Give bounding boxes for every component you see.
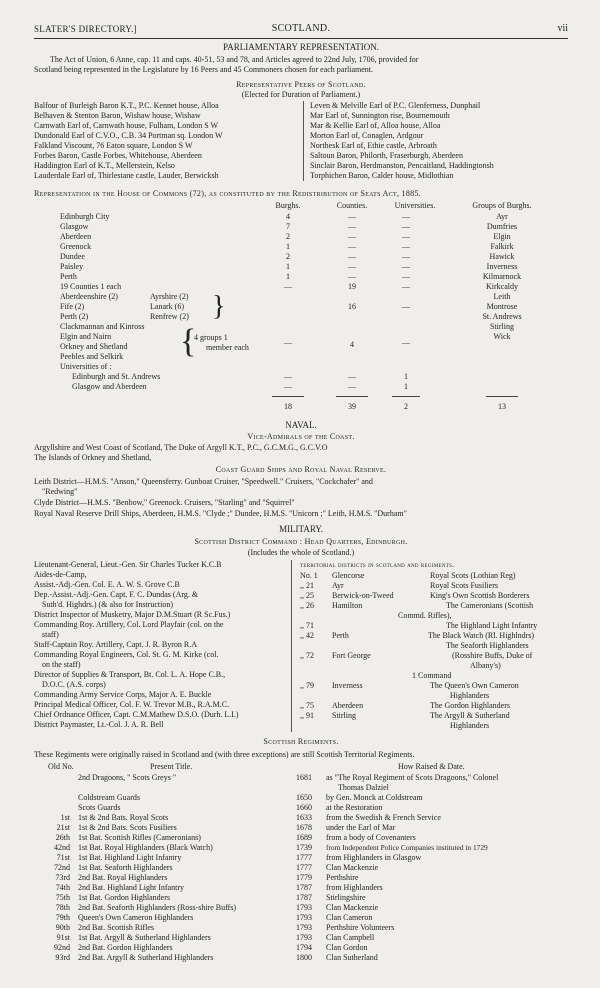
staff-entry: District Paymaster, Lt.-Col. J. A. R. Bell — [34, 720, 164, 729]
peer-entry: Carnwath Earl of, Carnwath house, Fulham, London S W — [34, 121, 219, 130]
universities-title: Universities of : — [60, 362, 112, 371]
regiment-row: 72nd 1st Bat. Seaforth Highlanders 1777 Clan Mackenzie — [54, 863, 379, 872]
burghs-value: 1 — [286, 242, 290, 251]
constituency: Dundee — [60, 252, 85, 261]
burgh-group: Hawick — [489, 252, 515, 261]
territorial-row: ,, 71 The Highland Light Infantry — [300, 621, 538, 630]
burghs-value: 1 — [286, 262, 290, 271]
regiment-row: Scots Guards 1660 at the Restoration — [78, 803, 383, 812]
territorial-row: Highlanders — [450, 691, 490, 700]
double-counties-count: 16 — [348, 302, 356, 311]
col-head-counties: Counties. — [336, 201, 368, 210]
double-left — [60, 292, 118, 322]
territorial-row: ,, 79 Inverness The Queen's Own Cameron — [300, 681, 519, 690]
regiment-row: 42nd 1st Bat. Royal Highlanders (Black Watch) 1739 from Independent Police Companies instituted in 1729 — [54, 843, 488, 852]
staff-entry: Commanding Army Service Corps, Major A. E. Buckle — [34, 690, 212, 699]
peer-entry: Torphichen Baron, Calder house, Midlothian — [310, 171, 454, 180]
regiment-row: 90th 2nd Bat. Scottish Rifles 1793 Perthshire Volunteers — [55, 923, 395, 932]
regiment-row: 71st 1st Bat. Highland Light Infantry 1777 from Highlanders in Glasgow — [56, 853, 422, 862]
peer-entry: Leven & Melville Earl of P.C. Glenferness, Dunphail — [310, 101, 481, 110]
regiment-row: 74th 2nd Bat. Highland Light Infantry 1787 from Highlanders — [55, 883, 383, 892]
university-row: Glasgow and Aberdeen — [72, 382, 147, 391]
peers-subtitle: (Elected for Duration of Parliament.) — [241, 90, 361, 99]
regiments-head-no: Old No. — [48, 762, 74, 771]
constituency: 19 Counties 1 each — [60, 282, 122, 291]
military-title: MILITARY. — [279, 524, 323, 534]
burghs-value: — — [284, 282, 292, 291]
burghs-value: 2 — [286, 252, 290, 261]
vice-admiral-2: The Islands of Orkney and Shetland, — [34, 453, 152, 462]
universities-value: — — [402, 222, 410, 231]
regiment-row: 26th 1st Bat. Scottish Rifles (Cameronians) 1689 from a body of Covenanters — [55, 833, 416, 842]
universities-value: — — [402, 262, 410, 271]
univ-univ: 1 — [404, 382, 408, 391]
peer-entry: Mar Earl of, Sunnington rise, Bournemouth — [310, 111, 450, 120]
peer-entry: Lauderdale Earl of, Thirlestane castle, Lauder, Berwicksh — [34, 171, 219, 180]
territorial-row: ,, 26 Hamilton The Cameronians (Scottish — [300, 601, 534, 610]
header-right: vii — [557, 23, 568, 34]
groups4-count: 4 — [350, 340, 354, 349]
peer-entry: Sinclair Baron, Herdmanston, Pencaitland, Haddingtonsh — [310, 161, 494, 170]
regiment-row: 75th 1st Bat. Gordon Highlanders 1787 Stirlingshire — [55, 893, 366, 902]
regiment-row: Coldstream Guards 1650 by Gen. Monck at Coldstream — [78, 793, 423, 802]
territorial-row: ,, 25 Berwick-on-Tweed King's Own Scottish Borderers — [300, 591, 530, 600]
military-divider — [291, 560, 292, 732]
peers-title: Representative Peers of Scotland. — [236, 80, 366, 89]
commons-counties-col — [326, 212, 378, 292]
regiments-head-title: Present Title. — [150, 762, 193, 771]
universities-value: — — [402, 242, 410, 251]
counties-value: — — [348, 242, 356, 251]
burghs-value: 1 — [286, 272, 290, 281]
constituency: Greenock — [60, 242, 92, 251]
univ-burghs: — — [284, 372, 292, 381]
header-rule — [34, 38, 568, 39]
staff-entry: Director of Supplies & Transport, Bt. Col. L. A. Hope C.B., — [34, 670, 226, 679]
peers-left-list — [34, 101, 306, 181]
counties-value: — — [348, 222, 356, 231]
staff-entry: on the staff) — [42, 660, 81, 669]
county-group: Elgin and Nairn — [60, 332, 112, 341]
regiment-row: 78th 2nd Bat. Seaforth Highlanders (Ross-shire Buffs) 1793 Clan Mackenzie — [55, 903, 379, 912]
total-rule — [336, 396, 368, 397]
peer-entry: Falkland Viscount, 76 Eaton square, London S W — [34, 141, 193, 150]
counties-value: 19 — [348, 282, 356, 291]
leith-district-cont: "Redwing" — [42, 487, 78, 496]
territorial-row: The Seaforth Highlanders — [446, 641, 529, 650]
col-head-groups: Groups of Burghs. — [472, 201, 532, 210]
total-rule — [486, 396, 518, 397]
counties-value: — — [348, 262, 356, 271]
staff-entry: Dep.-Assist.-Adj.-Gen. Capt. F. C. Dundas (Arg. & — [34, 590, 199, 599]
header-center: SCOTLAND. — [271, 23, 331, 34]
naval-title: NAVAL. — [285, 420, 317, 430]
regiment-row: 93rd 2nd Bat. Argyll & Sutherland Highlanders 1800 Clan Sutherland — [55, 953, 378, 962]
regiments-title: Scottish Regiments. — [263, 737, 339, 746]
regiment-row: 21st 1st & 2nd Bats. Scots Fusiliers 1678 under the Earl of Mar — [56, 823, 396, 832]
univ-counties: — — [348, 382, 356, 391]
parliamentary-intro-1: The Act of Union, 6 Anne, cap. 11 and caps. 40-51, 53 and 78, and Articles agreed to 22nd July, 1706, provided for — [50, 55, 419, 64]
left-brace-icon: { — [180, 323, 197, 360]
peer-entry: Haddington Earl of K.T., Mellerstein, Kelso — [34, 161, 175, 170]
peer-entry: Northesk Earl of, Ethie castle, Arbroath — [310, 141, 437, 150]
burgh-group: Dumfries — [486, 222, 518, 231]
regiment-row: 73rd 2nd Bat. Royal Highlanders 1779 Perthshire — [55, 873, 359, 882]
county: Fife (2) — [60, 302, 85, 311]
univ-univ: 1 — [404, 372, 408, 381]
territorial-row: ,, 72 Fort George (Rosshire Buffs, Duke of — [300, 651, 533, 660]
burghs-value: 2 — [286, 232, 290, 241]
regiments-intro: These Regiments were originally raised in Scotland and (with three exceptions) are still Scottish Territorial Regiments. — [34, 750, 415, 759]
groups4-left — [60, 322, 144, 362]
univ-counties: — — [348, 372, 356, 381]
staff-entry: Chief Ordnance Officer, Capt. C.M.Mathew D.S.O. (Durh. L.I.) — [34, 710, 239, 719]
groups-of-burghs-col — [456, 212, 548, 342]
commons-universities-col — [384, 212, 428, 292]
commons-burghs-col — [266, 212, 310, 292]
header-left: SLATER'S DIRECTORY.] — [34, 24, 137, 34]
burgh-group: Kirkcaldy — [486, 282, 518, 291]
burgh-group: Kilmarnock — [482, 272, 522, 281]
county: Ayrshire (2) — [150, 292, 189, 301]
regiments-table — [34, 773, 568, 963]
parliamentary-intro-2: Scotland being represented in the Legislature by 16 Peers and 45 Commoners chosen for each parliament. — [34, 65, 374, 74]
territorial-row: ,, 91 Stirling The Argyll & Sutherland — [300, 711, 510, 720]
double-univ-dash: — — [402, 302, 410, 311]
constituency: Edinburgh City — [60, 212, 110, 221]
vice-admiral-1: Argyllshire and West Coast of Scotland, The Duke of Argyll K.T., P.C., G.C.M.G., G.C.V.O — [34, 443, 328, 452]
groups4-note-2: member each — [206, 343, 249, 352]
burghs-value: 7 — [286, 222, 290, 231]
county-group: Orkney and Shetland — [60, 342, 128, 351]
staff-entry: staff) — [42, 630, 59, 639]
county-group: Clackmannan and Kinross — [60, 322, 145, 331]
total-rule — [272, 396, 304, 397]
total-burghs: 18 — [284, 402, 292, 411]
peer-entry: Mar & Kellie Earl of, Alloa house, Alloa — [310, 121, 441, 130]
total-counties: 39 — [348, 402, 356, 411]
burgh-group: Stirling — [489, 322, 514, 331]
clyde-district: Clyde District—H.M.S. "Benbow," Greenock. Cruisers, "Starling" and "Squirrel" — [34, 498, 295, 507]
burgh-group: Leith — [493, 292, 511, 301]
universities-value: — — [402, 282, 410, 291]
constituency: Perth — [60, 272, 77, 281]
right-brace-icon: } — [212, 291, 226, 322]
peer-entry: Belhaven & Stenton Baron, Wishaw house, Wishaw — [34, 111, 201, 120]
territorial-title: territorial districts in scotland and regiments. — [300, 561, 455, 569]
staff-entry: Commanding Roy. Artillery, Col. Lord Playfair (col. on the — [34, 620, 224, 629]
groups4-univ-dash: — — [402, 338, 410, 347]
parliamentary-title: PARLIAMENTARY REPRESENTATION. — [223, 42, 379, 52]
regiment-row: 1st 1st & 2nd Bats. Royal Scots 1633 from the Swedish & French Service — [60, 813, 441, 822]
page-header — [34, 22, 568, 38]
coast-guard-title: Coast Guard Ships and Royal Naval Reserve. — [215, 465, 387, 474]
constituency: Glasgow — [60, 222, 89, 231]
burghs-value: 4 — [286, 212, 290, 221]
counties-value: — — [348, 212, 356, 221]
burgh-group: Elgin — [493, 232, 511, 241]
peer-entry: Morton Earl of, Conaglen, Ardgour — [310, 131, 424, 140]
staff-entry: District Inspector of Musketry, Major D.M.Stuart (R Sc.Fus.) — [34, 610, 231, 619]
territorial-row: ,, 21 Ayr Royal Scots Fusiliers — [300, 581, 499, 590]
peer-entry: Forbes Baron, Castle Forbes, Whitehouse, Aberdeen — [34, 151, 202, 160]
staff-entry: Staff-Captain Roy. Artillery, Capt. J. R. Byron R.A — [34, 640, 198, 649]
leith-district: Leith District—H.M.S. "Anson," Queensferry. Gunboat Cruiser, "Speedwell." Cruisers, "Cockchafer" and — [34, 477, 373, 486]
staff-entry: Commanding Royal Engineers, Col. St. G. M. Kirke (col. — [34, 650, 219, 659]
counties-value: — — [348, 272, 356, 281]
county: Aberdeenshire (2) — [60, 292, 118, 301]
burgh-group: St. Andrews — [482, 312, 522, 321]
regiment-row: 91st 1st Bat. Argyll & Sutherland Highlanders 1793 Clan Campbell — [56, 933, 375, 942]
regiment-row: Thomas Dalziel — [338, 783, 389, 792]
burgh-group: Wick — [493, 332, 511, 341]
total-universities: 2 — [404, 402, 408, 411]
total-groups: 13 — [498, 402, 506, 411]
groups4-burghs-dash: — — [284, 338, 292, 347]
territorial-table — [300, 571, 568, 731]
territorial-row: ,, 42 Perth The Black Watch (Rl. Highlndrs) — [300, 631, 535, 640]
peer-entry: Saltoun Baron, Philorth, Fraserburgh, Aberdeen — [310, 151, 463, 160]
peer-entry: Balfour of Burleigh Baron K.T., P.C. Kennet house, Alloa — [34, 101, 219, 110]
staff-entry: Lieutenant-General, Lieut.-Gen. Sir Charles Tucker K.C.B — [34, 560, 222, 569]
command-subtitle: (Includes the whole of Scotland.) — [247, 548, 355, 557]
staff-entry: Suth'd. Highdrs.) (& also for Instruction) — [42, 600, 173, 609]
burgh-group: Inverness — [486, 262, 518, 271]
universities-value: — — [402, 272, 410, 281]
staff-entry: Aides-de-Camp, — [34, 570, 87, 579]
regiment-row: 92nd 2nd Bat. Gordon Highlanders 1794 Clan Gordon — [54, 943, 368, 952]
county: Renfrew (2) — [150, 312, 189, 321]
county: Perth (2) — [60, 312, 89, 321]
universities-value: — — [402, 212, 410, 221]
universities-value: — — [402, 252, 410, 261]
constituency: Paisley — [60, 262, 84, 271]
regiment-row: 79th Queen's Own Cameron Highlanders 1793 Clan Cameron — [55, 913, 373, 922]
peers-right-list — [310, 101, 568, 181]
col-head-universities: Universities. — [394, 201, 436, 210]
burgh-group: Falkirk — [490, 242, 514, 251]
territorial-row: Highlanders — [450, 721, 490, 730]
universities-value: — — [402, 232, 410, 241]
peers-divider — [303, 101, 304, 181]
univ-burghs: — — [284, 382, 292, 391]
burgh-group: Ayr — [496, 212, 508, 221]
peer-entry: Dundonald Earl of C.V.O., C.B. 34 Portman sq. London W — [34, 131, 223, 140]
regiments-head-how: How Raised & Date. — [398, 762, 465, 771]
university-row: Edinburgh and St. Andrews — [72, 372, 161, 381]
staff-list — [34, 560, 288, 730]
regiment-row: 2nd Dragoons, " Scots Greys " 1681 as "The Royal Regiment of Scots Dragoons," Colonel — [78, 773, 499, 782]
constituency: Aberdeen — [60, 232, 92, 241]
burgh-group: Montrose — [486, 302, 518, 311]
groups4-note-1: 4 groups 1 — [194, 333, 228, 342]
territorial-row: No. 1 Glencorse Royal Scots (Lothian Reg) — [300, 571, 516, 580]
county-group: Peebles and Selkirk — [60, 352, 124, 361]
commons-title: Representation in the House of Commons (72), as constituted by the Redistribution of Seats Act, 1885. — [34, 189, 422, 198]
territorial-row: ,, 75 Aberdeen The Gordon Highlanders — [300, 701, 510, 710]
total-rule — [392, 396, 420, 397]
double-right — [150, 292, 189, 322]
naval-reserve: Royal Naval Reserve Drill Ships, Aberdeen, H.M.S. "Clyde ;" Dundee, H.M.S. "Unicorn ;" Leith, H.M.S. "Durham" — [34, 509, 407, 518]
staff-entry: Principal Medical Officer, Col. F. W. Trevor M.B., R.A.M.C. — [34, 700, 230, 709]
staff-entry: Assist.-Adj.-Gen. Col. E. A. W. S. Grove C.B — [34, 580, 180, 589]
territorial-row: Albany's) — [470, 661, 501, 670]
vice-admirals-title: Vice-Admirals of the Coast. — [247, 432, 355, 441]
county: Lanark (6) — [150, 302, 184, 311]
counties-value: — — [348, 232, 356, 241]
staff-entry: D.O.C. (A.S. corps) — [42, 680, 106, 689]
command-title: Scottish District Command : Head Quarters, Edinburgh. — [194, 537, 408, 546]
territorial-row: Commd. Rifles), — [398, 611, 452, 620]
counties-value: — — [348, 252, 356, 261]
col-head-burghs: Burghs. — [275, 201, 301, 210]
commons-rows-names — [60, 212, 270, 292]
territorial-row: 1 Command — [412, 671, 452, 680]
